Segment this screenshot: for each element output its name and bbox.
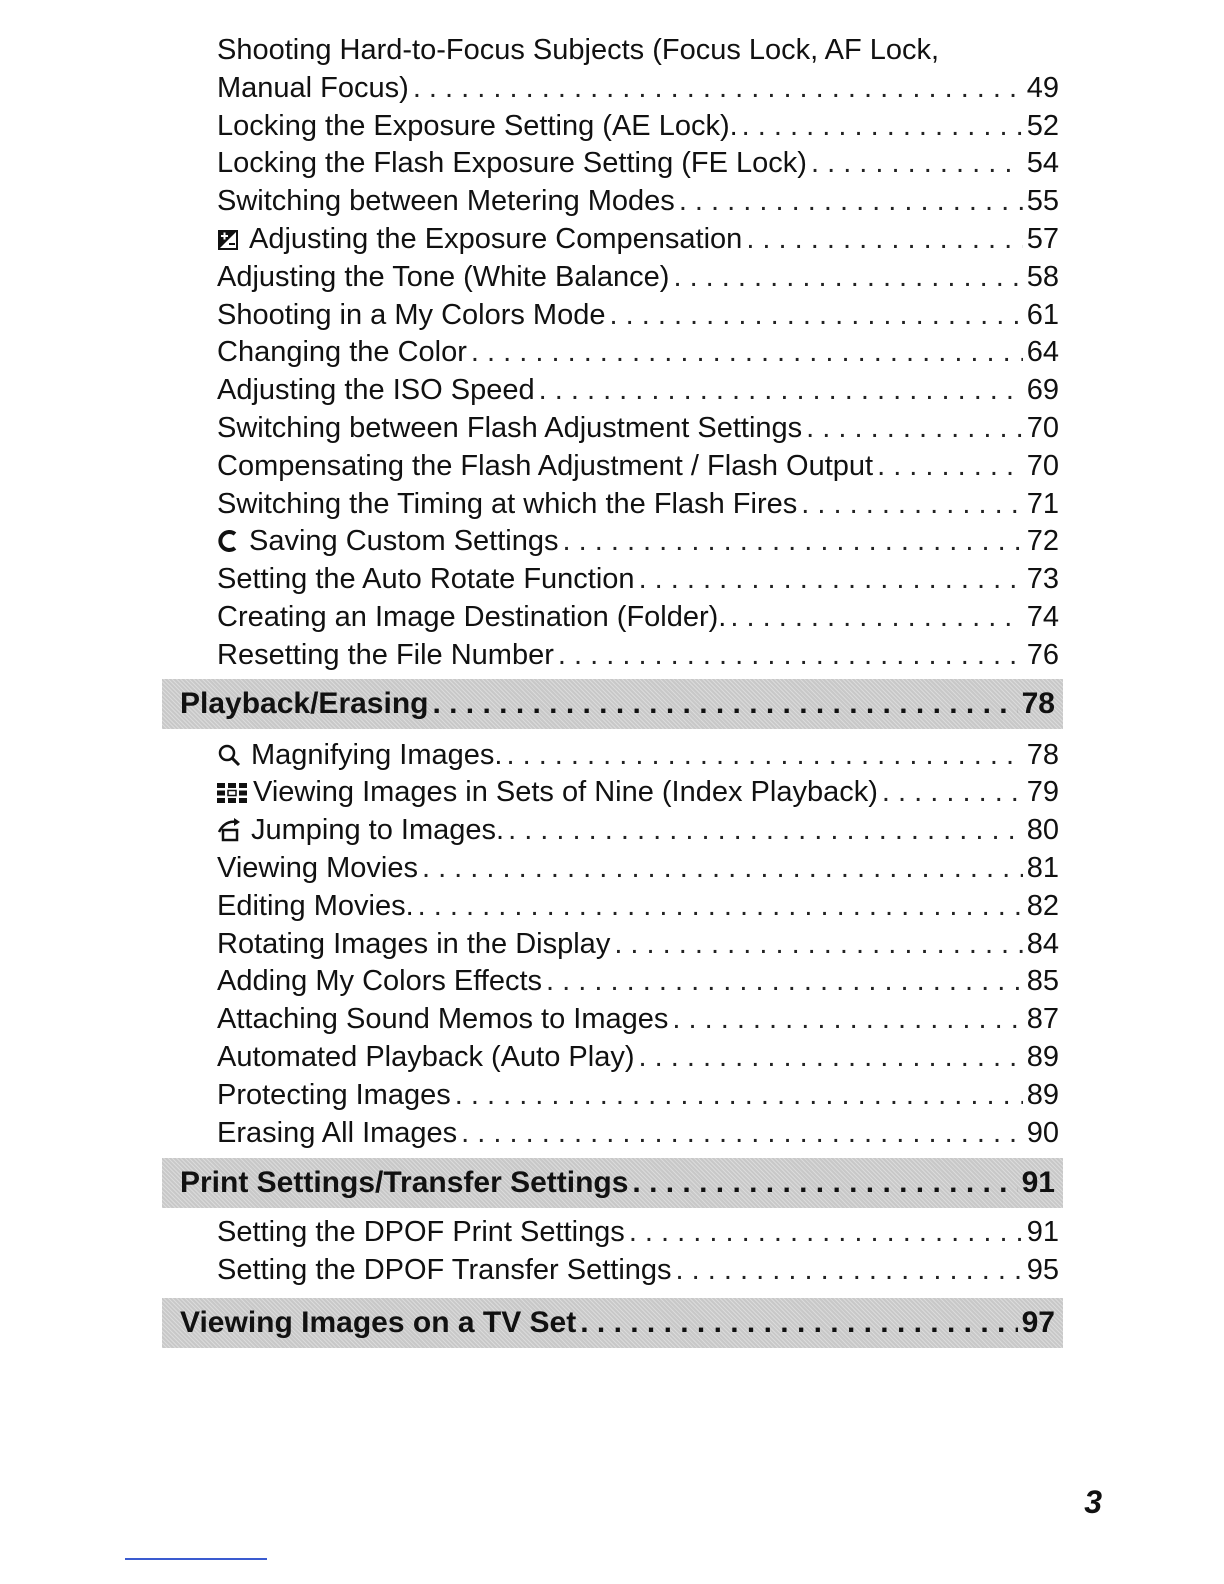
toc-entry[interactable] (162, 1077, 1063, 1115)
toc-entry[interactable] (162, 637, 1063, 675)
toc-entry[interactable] (162, 774, 1063, 812)
leader-dots (639, 561, 1023, 599)
toc-entry-page: 84 (1026, 927, 1059, 960)
leader-dots (638, 1039, 1022, 1077)
toc-entry-page: 52 (1026, 109, 1059, 142)
toc-entry-title: Changing the Color (217, 336, 467, 369)
section-header-print-transfer-settings[interactable] (162, 1158, 1063, 1208)
toc-entry[interactable] (162, 145, 1063, 183)
leader-dots (455, 1077, 1023, 1115)
toc-entry-page: 95 (1026, 1254, 1059, 1287)
toc-entry-page: 73 (1026, 563, 1059, 596)
table-of-contents (162, 32, 1063, 1348)
toc-entry-page: 82 (1026, 889, 1059, 922)
toc-entry-title: Automated Playback (Auto Play) (217, 1040, 635, 1073)
leader-dots (614, 926, 1022, 964)
toc-entry[interactable] (162, 32, 1063, 108)
leader-dots (806, 410, 1023, 448)
toc-entry[interactable] (162, 259, 1063, 297)
custom-c-icon (217, 529, 239, 553)
toc-entry[interactable] (162, 183, 1063, 221)
leader-dots (432, 679, 1017, 729)
leader-dots (508, 812, 1023, 850)
toc-entry[interactable] (162, 926, 1063, 964)
leader-dots (546, 963, 1023, 1001)
leader-dots (746, 221, 1022, 259)
section-page: 78 (1021, 686, 1055, 720)
leader-dots (422, 850, 1023, 888)
toc-entry-title: Compensating the Flash Adjustment / Flash Output (217, 449, 874, 482)
toc-entry-title: Adjusting the Exposure Compensation (249, 222, 743, 255)
toc-entry-page: 81 (1026, 851, 1059, 884)
section-header-playback-erasing[interactable] (162, 679, 1063, 729)
toc-entry[interactable] (162, 1039, 1063, 1077)
magnify-icon (217, 743, 241, 767)
toc-entry-title: Switching between Metering Modes (217, 185, 675, 218)
toc-entry-page: 55 (1026, 185, 1059, 218)
exposure-compensation-icon (217, 229, 239, 251)
toc-entry[interactable] (162, 448, 1063, 486)
toc-entry-title: Adjusting the Tone (White Balance) (217, 260, 670, 293)
toc-entry[interactable] (162, 1001, 1063, 1039)
leader-dots (580, 1298, 1017, 1348)
toc-entry-page: 64 (1026, 336, 1059, 369)
toc-entry-title: Viewing Movies (217, 851, 418, 884)
leader-dots (562, 523, 1022, 561)
toc-entry-title: Setting the DPOF Print Settings (217, 1216, 625, 1249)
leader-dots (811, 145, 1023, 183)
toc-entry-title: Resetting the File Number (217, 638, 554, 671)
toc-entry-title: Setting the DPOF Transfer Settings (217, 1254, 672, 1287)
bottom-rule (125, 1558, 267, 1560)
jump-icon (217, 818, 241, 842)
section-header-viewing-on-tv[interactable] (162, 1298, 1063, 1348)
page-number: 3 (1084, 1484, 1102, 1520)
toc-entry-page: 69 (1026, 374, 1059, 407)
leader-dots (471, 334, 1023, 372)
section-page: 97 (1021, 1305, 1055, 1339)
toc-entry[interactable] (162, 1252, 1063, 1290)
leader-dots (676, 1252, 1023, 1290)
toc-entry-page: 89 (1026, 1078, 1059, 1111)
toc-entry-title-line1: Shooting Hard-to-Focus Subjects (Focus Lock, AF Lock, (217, 34, 940, 66)
leader-dots (679, 183, 1023, 221)
leader-dots (801, 486, 1022, 524)
toc-entry[interactable] (162, 108, 1063, 146)
toc-entry-page: 72 (1026, 525, 1059, 558)
leader-dots (413, 70, 1023, 108)
toc-entry-title: Magnifying Images. (251, 738, 503, 771)
toc-entry[interactable] (162, 1115, 1063, 1153)
toc-entry[interactable] (162, 963, 1063, 1001)
toc-entry-page: 54 (1026, 147, 1059, 180)
toc-entry-page: 74 (1026, 600, 1059, 633)
leader-dots (882, 774, 1023, 812)
toc-entry-page: 61 (1026, 298, 1059, 331)
toc-entry-title: Shooting in a My Colors Mode (217, 298, 606, 331)
toc-entry-page: 58 (1026, 260, 1059, 293)
index-playback-icon (217, 782, 247, 804)
leader-dots (877, 448, 1023, 486)
toc-entry-page: 85 (1026, 965, 1059, 998)
toc-entry-title: Locking the Flash Exposure Setting (FE Lock) (217, 147, 807, 180)
section-page: 91 (1021, 1166, 1055, 1200)
leader-dots (558, 637, 1023, 675)
toc-entry-page: 80 (1026, 814, 1059, 847)
toc-entry-title: Switching between Flash Adjustment Settings (217, 411, 803, 444)
leader-dots (609, 297, 1022, 335)
toc-entry-title: Saving Custom Settings (249, 525, 559, 558)
toc-entry-title: Switching the Timing at which the Flash Fires (217, 487, 798, 520)
toc-entry[interactable] (162, 410, 1063, 448)
leader-dots (632, 1158, 1017, 1208)
toc-entry[interactable] (162, 850, 1063, 888)
toc-entry[interactable] (162, 561, 1063, 599)
toc-entry-page: 49 (1026, 71, 1059, 104)
toc-entry[interactable] (162, 372, 1063, 410)
toc-entry-title: Editing Movies. (217, 889, 414, 922)
toc-entry-page: 78 (1026, 738, 1059, 771)
toc-entry-title: Adding My Colors Effects (217, 965, 543, 998)
toc-entry[interactable] (162, 1214, 1063, 1252)
toc-entry-page: 91 (1026, 1216, 1059, 1249)
toc-entry-page: 87 (1026, 1003, 1059, 1036)
section-title: Viewing Images on a TV Set (180, 1305, 577, 1339)
toc-entry-title: Attaching Sound Memos to Images (217, 1003, 669, 1036)
toc-entry-page: 70 (1026, 449, 1059, 482)
toc-entry-page: 79 (1026, 776, 1059, 809)
toc-entry-title: Locking the Exposure Setting (AE Lock). (217, 109, 738, 142)
toc-entry-title: Creating an Image Destination (Folder). (217, 600, 727, 633)
section-title: Print Settings/Transfer Settings (180, 1166, 629, 1200)
toc-entry-title: Manual Focus) (217, 71, 409, 104)
leader-dots (730, 599, 1022, 637)
toc-entry[interactable] (162, 523, 1063, 561)
toc-entry-title: Jumping to Images. (251, 814, 505, 847)
leader-dots (506, 737, 1022, 775)
toc-entry[interactable] (162, 812, 1063, 850)
toc-entry-page: 90 (1026, 1116, 1059, 1149)
toc-entry[interactable] (162, 297, 1063, 335)
leader-dots (461, 1115, 1023, 1153)
toc-entry-title: Erasing All Images (217, 1116, 458, 1149)
toc-entry-page: 70 (1026, 411, 1059, 444)
toc-entry[interactable] (162, 737, 1063, 775)
toc-entry-page: 71 (1026, 487, 1059, 520)
toc-entry-page: 76 (1026, 638, 1059, 671)
toc-entry[interactable] (162, 334, 1063, 372)
toc-entry-title: Protecting Images (217, 1078, 451, 1111)
leader-dots (742, 108, 1023, 146)
toc-entry-title: Setting the Auto Rotate Function (217, 563, 635, 596)
leader-dots (672, 1001, 1022, 1039)
toc-entry-title: Rotating Images in the Display (217, 927, 611, 960)
toc-entry-title: Adjusting the ISO Speed (217, 374, 535, 407)
toc-entry-page: 89 (1026, 1040, 1059, 1073)
toc-entry-page: 57 (1026, 222, 1059, 255)
toc-entry-title: Viewing Images in Sets of Nine (Index Playback) (253, 776, 878, 809)
section-title: Playback/Erasing (180, 686, 429, 720)
leader-dots (418, 888, 1023, 926)
leader-dots (539, 372, 1023, 410)
toc-entry[interactable] (162, 888, 1063, 926)
toc-entry[interactable] (162, 599, 1063, 637)
toc-entry[interactable] (162, 486, 1063, 524)
toc-entry[interactable] (162, 221, 1063, 259)
leader-dots (629, 1214, 1023, 1252)
leader-dots (673, 259, 1022, 297)
